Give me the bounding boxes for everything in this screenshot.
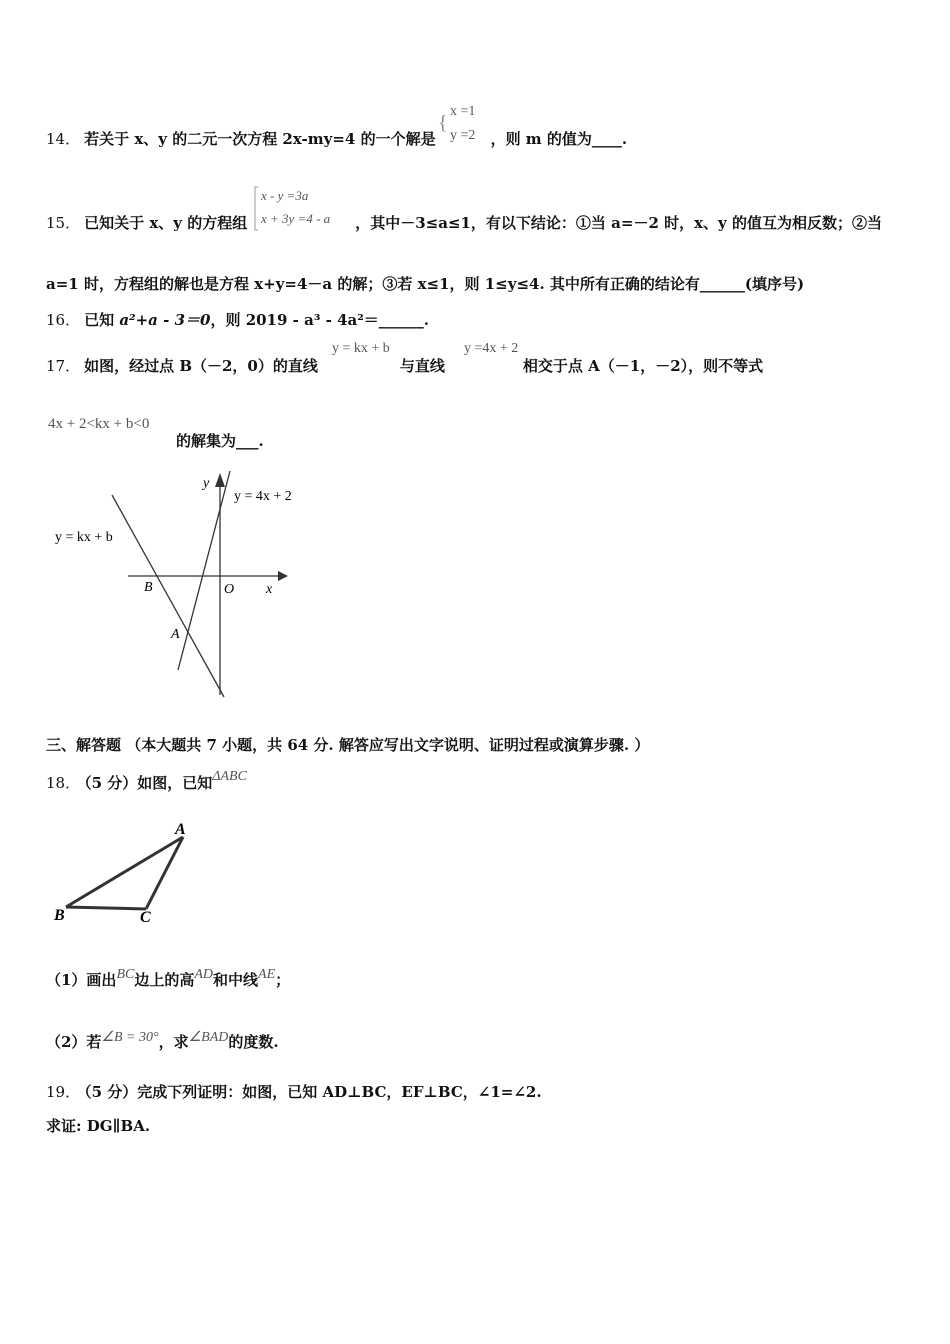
figure-18 (46, 815, 206, 930)
q17-ineq-post: 的解集为___. (176, 432, 264, 450)
q18p1-ae: AE (258, 967, 276, 982)
figure-17 (40, 465, 330, 715)
label-x: x (266, 582, 273, 597)
question-16 (46, 309, 429, 330)
q17-text-pre: 如图，经过点 B（－2，0）的直线 (84, 357, 318, 375)
q18p1-ad: AD (194, 967, 214, 982)
q16-text-pre: 已知 (84, 311, 120, 329)
sys15-line2: x + 3y =4 - a (261, 211, 331, 226)
label-y: y (203, 476, 210, 491)
q17-text-post: 相交于点 A（－1，－2），则不等式 (522, 357, 764, 375)
sys14-line1: x =1 (450, 104, 476, 119)
q19-text: （5 分）完成下列证明：如图，已知 AD⊥BC，EF⊥BC，∠1=∠2. (84, 1083, 542, 1101)
question-15 (46, 212, 882, 233)
q18p2-angle-bad: ∠BAD (188, 1030, 229, 1045)
question-19 (46, 1081, 542, 1102)
q18p2-post: 的度数. (228, 1033, 279, 1051)
q18p1-pre: （1）画出 (46, 971, 117, 989)
brace-14: { (438, 112, 448, 134)
label-line-kx-b: y = kx + b (55, 530, 113, 545)
q15-text-pre: 已知关于 x、y 的方程组 (84, 214, 248, 232)
question-14 (46, 128, 627, 149)
q16-expression: a²+a - 3＝0 (119, 311, 211, 329)
line-kx-b (112, 495, 224, 697)
q18-part-1 (46, 969, 290, 990)
vertex-b: B (54, 907, 65, 924)
side-bc (66, 907, 146, 909)
q18p2-angle-b: ∠B = 30° (101, 1030, 159, 1045)
q18p2-mid: ，求 (158, 1033, 189, 1051)
vertex-a: A (175, 821, 186, 838)
q18p2-pre: （2）若 (46, 1033, 102, 1051)
q15-number: 15． (46, 214, 81, 232)
q18-number: 18． (46, 774, 81, 792)
q16-text-post: ＝______. (363, 311, 430, 329)
q18p1-post: ； (275, 971, 291, 989)
q18p1-mid: 边上的高 (134, 971, 195, 989)
q15-line2: a=1 时，方程组的解也是方程 x+y=4－a 的解；③若 x≤1，则 1≤y≤4. 其中所有正确的结论有______(填序号) (46, 275, 805, 293)
question-17 (46, 355, 763, 376)
vertex-c: C (140, 909, 151, 926)
question-18 (46, 769, 247, 793)
q18p1-mid2: 和中线 (213, 971, 259, 989)
q19-proof-goal: 求证: DG∥BA. (46, 1117, 151, 1135)
q16-text-mid: ，则 (210, 311, 246, 329)
q17-number: 17． (46, 357, 81, 375)
label-origin: O (224, 582, 235, 597)
q16-number: 16． (46, 311, 81, 329)
q18-part-2 (46, 1031, 279, 1052)
q18-triangle: ΔABC (212, 769, 247, 784)
q14-text-pre: 若关于 x、y 的二元一次方程 2x-my=4 的一个解是 (84, 130, 436, 148)
label-point-b: B (144, 580, 153, 595)
y-axis-arrow-icon (215, 473, 225, 487)
line-4x-2 (178, 471, 230, 670)
q16-expression-2: 2019 - a³ - 4a² (245, 311, 364, 329)
label-point-a: A (171, 627, 180, 642)
x-axis-arrow-icon (278, 571, 288, 581)
q15-text-post: ，其中－3≤a≤1，有以下结论：①当 a=－2 时，x、y 的值互为相反数；②当 (355, 214, 882, 232)
q17-inequality: 4x + 2<kx + b<0 (48, 416, 150, 432)
q17-equation-1: y = kx + b (332, 341, 390, 356)
sys15-line1: x - y =3a (261, 188, 309, 203)
q18p1-bc: BC (116, 967, 135, 982)
q17-equation-2: y =4x + 2 (464, 341, 519, 356)
q17-text-mid: 与直线 (399, 357, 445, 375)
sys14-line2: y =2 (450, 128, 476, 143)
q19-number: 19． (46, 1083, 81, 1101)
label-line-4x-2: y = 4x + 2 (234, 489, 292, 504)
section-heading-3: 三、解答题 （本大题共 7 小题，共 64 分. 解答应写出文字说明、证明过程或演算步骤. ） (46, 736, 650, 754)
q14-text-post: ，则 m 的值为____. (490, 130, 628, 148)
q18-text-pre: （5 分）如图，已知 (84, 774, 213, 792)
q14-number: 14． (46, 130, 81, 148)
